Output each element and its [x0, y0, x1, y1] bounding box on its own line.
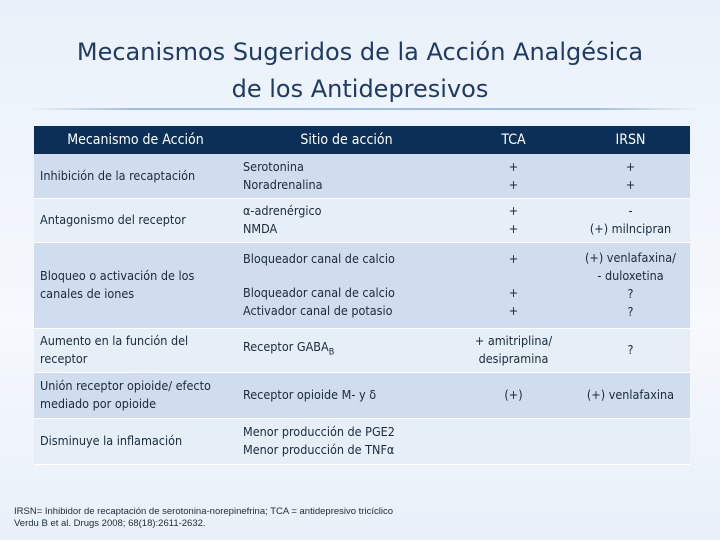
mechanisms-table — [34, 126, 690, 465]
irsn-cell: ? — [571, 328, 690, 372]
irsn-cell: (+) venlafaxina — [571, 372, 690, 418]
footnote-abbreviations: IRSN= Inhibidor de recaptación de serotonina-norepinefrina; TCA = antidepresivo tricíclico — [14, 506, 393, 517]
table-row — [34, 372, 690, 418]
mechanism-cell: Unión receptor opioide/ efecto mediado por opioide — [34, 372, 237, 418]
footnote-reference: Verdu B et al. Drugs 2008; 68(18):2611-2632. — [14, 518, 206, 529]
site-cell: Receptor $GABA_B$ — [237, 328, 456, 372]
irsn-cell: - (+) milncipran — [571, 198, 690, 242]
site-cell: Receptor opioide M- y δ — [237, 372, 456, 418]
irsn-cell — [571, 418, 690, 464]
header-irsn: IRSN — [571, 126, 690, 154]
mechanism-cell: Inhibición de la recaptación — [34, 154, 237, 198]
mechanism-cell: Aumento en la función del receptor — [34, 328, 237, 372]
slide-title — [0, 34, 720, 108]
irsn-cell: (+) venlafaxina/ - duloxetina ? ? — [571, 242, 690, 328]
tca-cell: + + — [456, 198, 571, 242]
mechanism-cell: Bloqueo o activación de los canales de iones — [34, 242, 237, 328]
tca-cell: + + + — [456, 242, 571, 328]
table-row — [34, 198, 690, 242]
tca-cell: + amitriplina/ desipramina — [456, 328, 571, 372]
table-row — [34, 154, 690, 198]
header-tca: TCA — [456, 126, 571, 154]
footnote — [14, 506, 393, 530]
title-line-2: de los Antidepresivos — [231, 75, 489, 103]
title-divider — [30, 108, 698, 110]
table-header-row — [34, 126, 690, 154]
title-line-1: Mecanismos Sugeridos de la Acción Analgésica — [76, 38, 644, 66]
mechanism-cell: Antagonismo del receptor — [34, 198, 237, 242]
table-row — [34, 418, 690, 464]
table-row — [34, 242, 690, 328]
header-site: Sitio de acción — [237, 126, 456, 154]
header-mechanism: Mecanismo de Acción — [34, 126, 237, 154]
site-cell: α-adrenérgico NMDA — [237, 198, 456, 242]
site-cell: Menor producción de PGE2 Menor producción de TNFα — [237, 418, 456, 464]
tca-cell: + + — [456, 154, 571, 198]
tca-cell: (+) — [456, 372, 571, 418]
site-cell: Serotonina Noradrenalina — [237, 154, 456, 198]
tca-cell — [456, 418, 571, 464]
site-cell: Bloqueador canal de calcio Bloqueador canal de calcio Activador canal de potasio — [237, 242, 456, 328]
irsn-cell: + + — [571, 154, 690, 198]
mechanism-cell: Disminuye la inflamación — [34, 418, 237, 464]
table-row — [34, 328, 690, 372]
